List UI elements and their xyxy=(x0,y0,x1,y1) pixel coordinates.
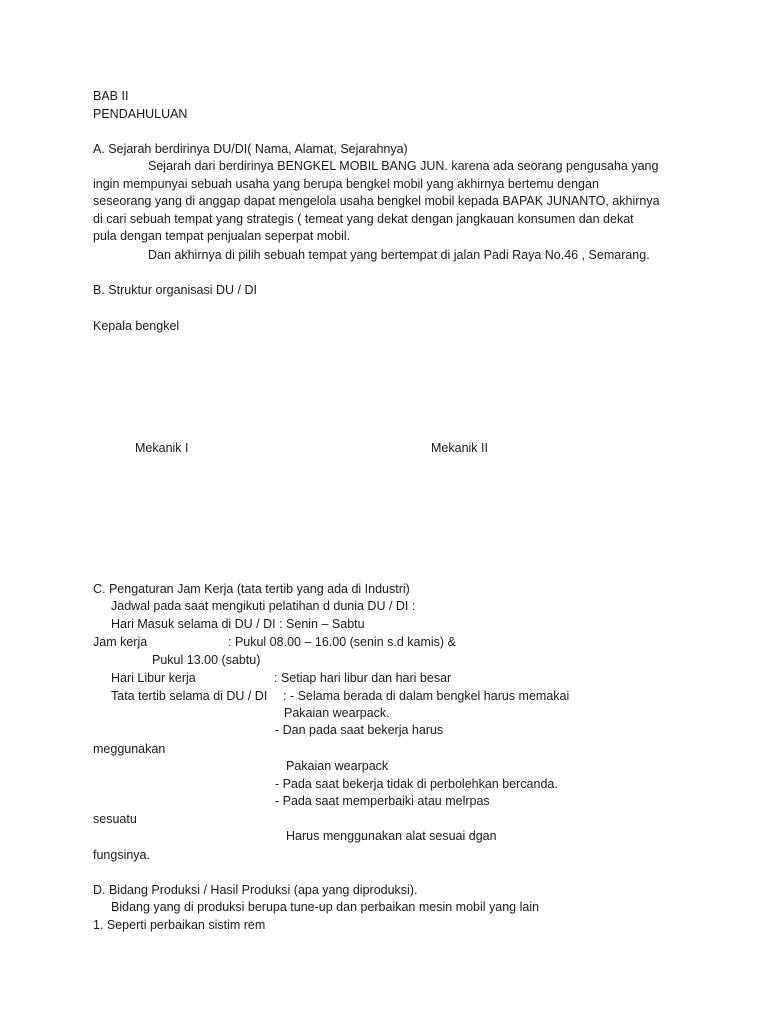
chapter-title: PENDAHULUAN xyxy=(93,107,188,121)
org-mekanik-2: Mekanik II xyxy=(431,441,488,455)
rule-line: Harus menggunakan alat sesuai dgan xyxy=(286,829,497,843)
hari-masuk-line: Hari Masuk selama di DU / DI : Senin – Sabtu xyxy=(111,617,365,631)
hari-libur-label: Hari Libur kerja xyxy=(111,671,196,685)
chapter-label: BAB II xyxy=(93,89,129,103)
rule-line: sesuatu xyxy=(93,812,137,826)
tata-tertib-value: : - Selama berada di dalam bengkel harus memakai xyxy=(283,689,570,703)
section-b-title: B. Struktur organisasi DU / DI xyxy=(93,283,257,297)
rule-line: - Pada saat bekerja tidak di perbolehkan bercanda. xyxy=(275,777,558,791)
hari-libur-value: : Setiap hari libur dan hari besar xyxy=(274,671,452,685)
rule-line: Pakaian wearpack. xyxy=(284,706,390,720)
jam-kerja-sabtu: Pukul 13.00 (sabtu) xyxy=(152,653,261,667)
org-mekanik-1: Mekanik I xyxy=(135,441,189,455)
rule-line: Pakaian wearpack xyxy=(286,759,389,773)
section-a-paragraph-line: pula dengan tempat penjualan seperpat mobil. xyxy=(93,229,351,243)
jam-kerja-label: Jam kerja xyxy=(93,635,148,649)
rule-line: fungsinya. xyxy=(93,848,150,862)
rule-line: - Dan pada saat bekerja harus xyxy=(275,723,444,737)
jadwal-line: Jadwal pada saat mengikuti pelatihan d dunia DU / DI : xyxy=(111,599,416,613)
section-c-title: C. Pengaturan Jam Kerja (tata tertib yang ada di Industri) xyxy=(93,582,410,596)
section-a-title: A. Sejarah berdirinya DU/DI( Nama, Alamat, Sejarahnya) xyxy=(93,142,408,156)
section-d-title: D. Bidang Produksi / Hasil Produksi (apa yang diproduksi). xyxy=(93,883,418,897)
rule-line: - Pada saat memperbaiki atau melrpas xyxy=(275,794,490,808)
org-head: Kepala bengkel xyxy=(93,319,180,333)
section-a-paragraph-line: ingin mempunyai sebuah usaha yang berupa bengkel mobil yang akhirnya bertemu dengan xyxy=(93,177,599,191)
section-d-list-item: 1. Seperti perbaikan sistim rem xyxy=(93,918,266,932)
section-a-paragraph-line: di cari sebuah tempat yang strategis ( temeat yang dekat dengan jangkauan konsumen dan dekat xyxy=(93,212,634,226)
tata-tertib-label: Tata tertib selama di DU / DI xyxy=(111,689,268,703)
section-a-paragraph-line: Sejarah dari berdirinya BENGKEL MOBIL BANG JUN. karena ada seorang pengusaha yang xyxy=(148,159,659,173)
rule-line: meggunakan xyxy=(93,742,166,756)
section-a-paragraph-line: seseorang yang di anggap dapat mengelola usaha bengkel mobil kepada BAPAK JUNANTO, akhirnya xyxy=(93,194,660,208)
section-a-paragraph-2: Dan akhirnya di pilih sebuah tempat yang bertempat di jalan Padi Raya No.46 , Semarang. xyxy=(148,248,650,262)
jam-kerja-value: : Pukul 08.00 – 16.00 (senin s.d kamis) & xyxy=(228,635,456,649)
section-d-paragraph: Bidang yang di produksi berupa tune-up dan perbaikan mesin mobil yang lain xyxy=(111,900,540,914)
